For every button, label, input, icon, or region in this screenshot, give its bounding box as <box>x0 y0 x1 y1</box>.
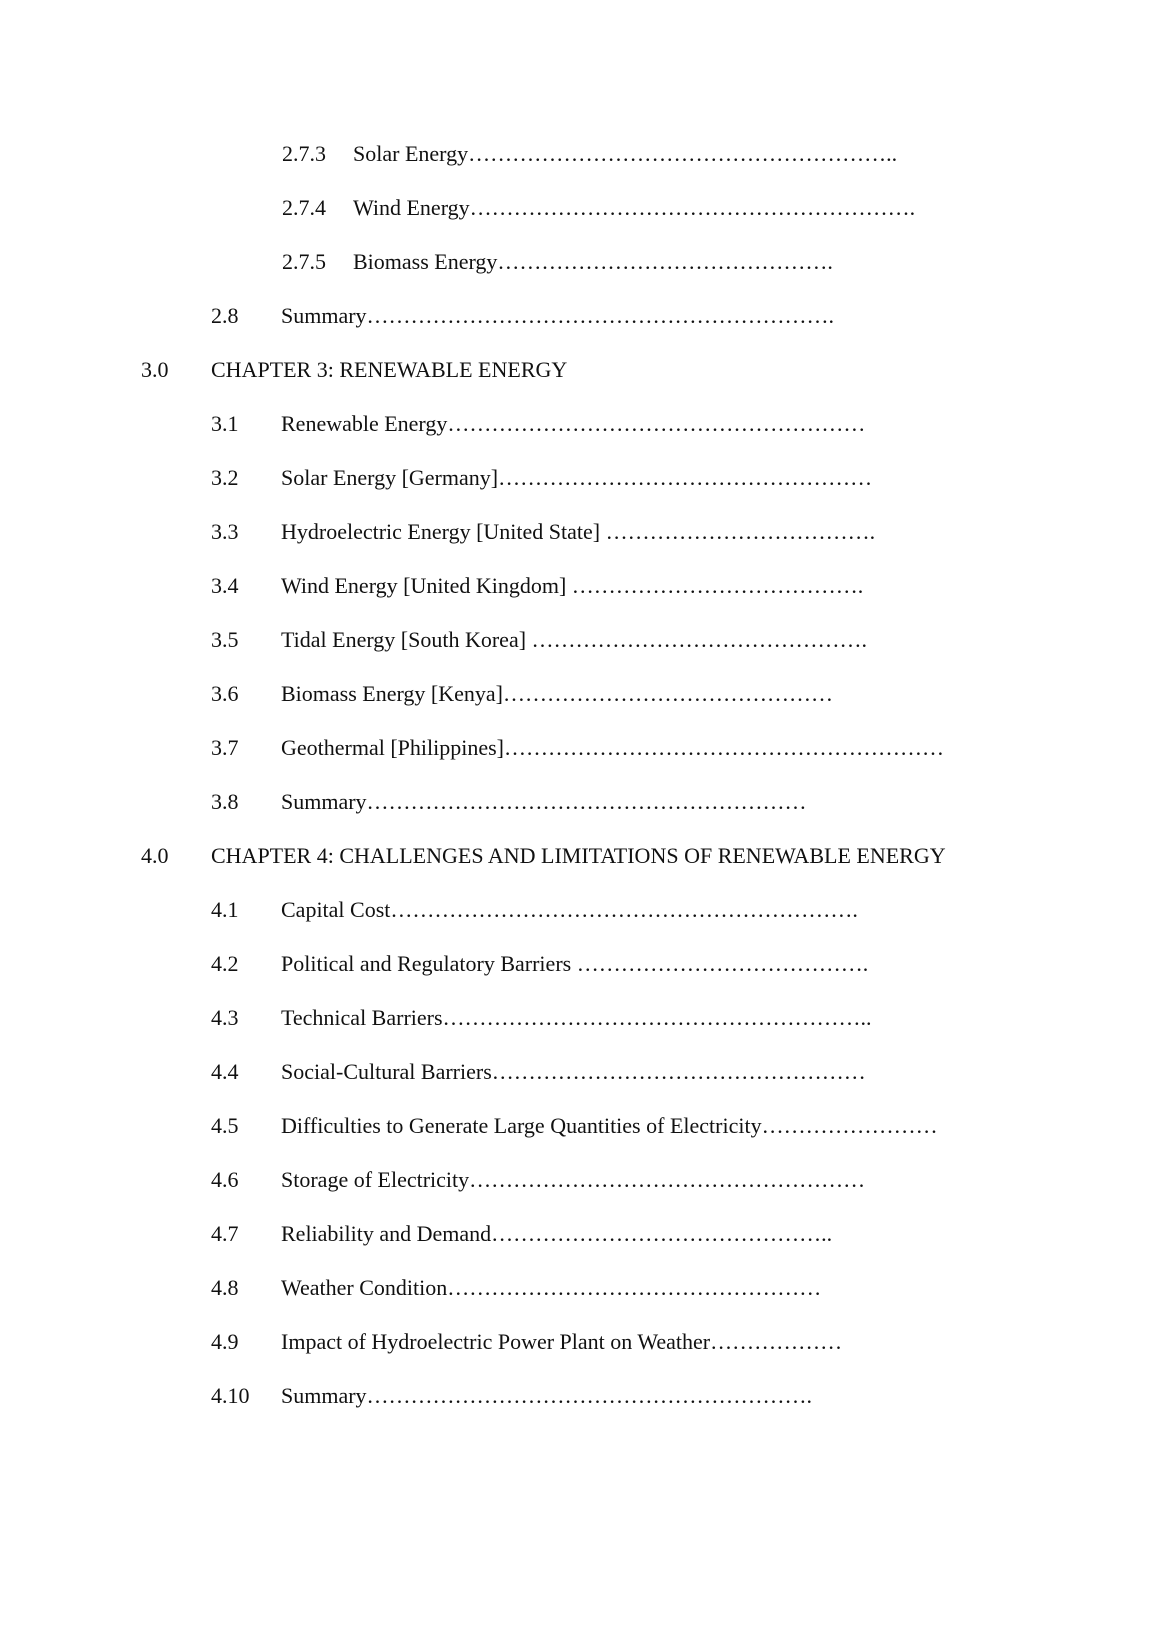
toc-entry-title: Geothermal [Philippines]…………………………………………………… <box>281 735 945 760</box>
toc-entry-number: 2.7.5 <box>282 249 326 274</box>
toc-entry-number: 3.1 <box>211 411 239 436</box>
toc-entry-number: 4.10 <box>211 1383 250 1408</box>
toc-entry-title: Political and Regulatory Barriers …………………………………. <box>281 951 869 976</box>
toc-entry-number: 4.2 <box>211 951 239 976</box>
toc-entry-number: 3.2 <box>211 465 239 490</box>
toc-entry-title: Impact of Hydroelectric Power Plant on Weather……………… <box>281 1329 843 1354</box>
toc-entry-number: 4.8 <box>211 1275 239 1300</box>
toc-entry-title: Technical Barriers………………………………………………….. <box>281 1005 872 1030</box>
toc-entry-title: Solar Energy………………………………………………….. <box>353 141 898 166</box>
toc-entry-number: 3.3 <box>211 519 239 544</box>
toc-entry-number: 2.7.4 <box>282 195 326 220</box>
toc-entry-number: 3.8 <box>211 789 239 814</box>
toc-entry-number: 4.5 <box>211 1113 239 1138</box>
toc-entry-title: Tidal Energy [South Korea] ………………………………………. <box>281 627 868 652</box>
toc-chapter-title: CHAPTER 4: CHALLENGES AND LIMITATIONS OF RENEWABLE ENERGY <box>211 843 946 868</box>
toc-entry-number: 4.1 <box>211 897 239 922</box>
toc-entry-number: 2.8 <box>211 303 239 328</box>
toc-chapter-title: CHAPTER 3: RENEWABLE ENERGY <box>211 357 568 382</box>
toc-entry-number: 4.7 <box>211 1221 239 1246</box>
toc-entry-title: Wind Energy……………………………………………………. <box>353 195 916 220</box>
toc-entry-title: Hydroelectric Energy [United State] ………………………………. <box>281 519 876 544</box>
toc-entry-number: 3.4 <box>211 573 239 598</box>
toc-entry-title: Summary…………………………………………………… <box>281 789 807 814</box>
toc-entry-title: Summary……………………………………………………. <box>281 1383 813 1408</box>
toc-entry-number: 4.3 <box>211 1005 239 1030</box>
toc-entry-title: Social-Cultural Barriers…………………………………………… <box>281 1059 866 1084</box>
toc-entry-title: Renewable Energy………………………………………………… <box>281 411 866 436</box>
toc-entry-number: 4.4 <box>211 1059 239 1084</box>
toc-entry-title: Solar Energy [Germany]…………………………………………… <box>281 465 873 490</box>
toc-entry-number: 3.6 <box>211 681 239 706</box>
toc-chapter-number: 4.0 <box>141 843 169 868</box>
toc-entry-number: 3.5 <box>211 627 239 652</box>
toc-entry-title: Difficulties to Generate Large Quantities of Electricity…………………… <box>281 1113 938 1138</box>
toc-entry-number: 4.9 <box>211 1329 239 1354</box>
toc-entry-title: Biomass Energy………………………………………. <box>353 249 833 274</box>
toc-entry-title: Reliability and Demand……………………………………….. <box>281 1221 833 1246</box>
toc-entry-title: Capital Cost………………………………………………………. <box>281 897 858 922</box>
toc-entry-number: 2.7.3 <box>282 141 326 166</box>
toc-entry-title: Wind Energy [United Kingdom] …………………………………. <box>281 573 864 598</box>
toc-entry-title: Weather Condition…………………………………………… <box>281 1275 822 1300</box>
toc-entry-number: 3.7 <box>211 735 239 760</box>
toc-entry-title: Biomass Energy [Kenya]……………………………………… <box>281 681 833 706</box>
toc-chapter-number: 3.0 <box>141 357 169 382</box>
toc-entry-number: 4.6 <box>211 1167 239 1192</box>
toc-entry-title: Summary………………………………………………………. <box>281 303 835 328</box>
toc-entry-title: Storage of Electricity……………………………………………… <box>281 1167 866 1192</box>
